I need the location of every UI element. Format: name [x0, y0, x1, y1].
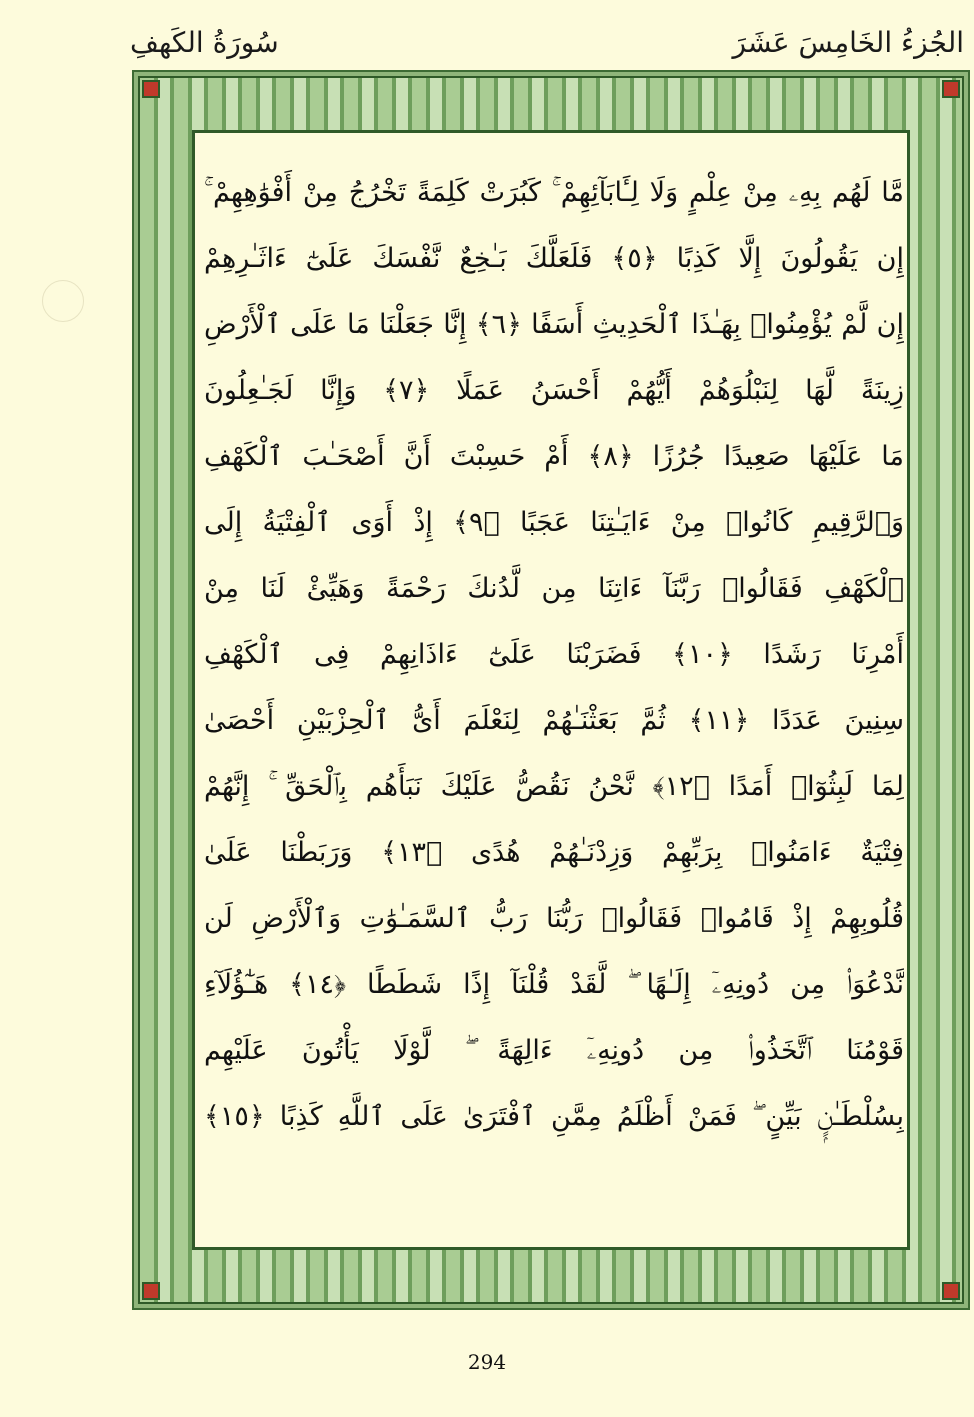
verse-line: مَّا لَهُم بِهِۦ مِنْ عِلْمٍ وَلَا لِـَٔابَآئِهِمْ ۚ كَبُرَتْ كَلِمَةً تَخْرُجُ مِنْ أَفْوَٰهِهِمْ ۚ [204, 177, 904, 208]
frame-corner-top-right [942, 80, 960, 98]
verse-line: زِينَةً لَّهَا لِنَبْلُوَهُمْ أَيُّهُمْ أَحْسَنُ عَمَلًا ﴿٧﴾ وَإِنَّا لَجَـٰعِلُونَ [204, 375, 904, 406]
juz-name: الجُزءُ الخَامِسَ عَشَرَ [732, 26, 964, 59]
surah-name: سُورَةُ الكَهفِ [130, 26, 279, 59]
frame-corner-bottom-left [142, 1282, 160, 1300]
frame-corner-bottom-right [942, 1282, 960, 1300]
verse-line: قُلُوبِهِمْ إِذْ قَامُوا۟ فَقَالُوا۟ رَبُّنَا رَبُّ ٱلسَّمَـٰوَٰتِ وَٱلْأَرْضِ لَن [204, 903, 904, 934]
ornamental-frame [132, 70, 970, 1310]
verse-line: سِنِينَ عَدَدًا ﴿١١﴾ ثُمَّ بَعَثْنَـٰهُمْ لِنَعْلَمَ أَىُّ ٱلْحِزْبَيْنِ أَحْصَىٰ [204, 705, 904, 736]
verse-line: بِسُلْطَـٰنٍۭ بَيِّنٍ ۖ فَمَنْ أَظْلَمُ مِمَّنِ ٱفْتَرَىٰ عَلَى ٱللَّهِ كَذِبًا ﴿١٥﴾ [204, 1101, 904, 1132]
verse-line: مَا عَلَيْهَا صَعِيدًا جُرُزًا ﴿٨﴾ أَمْ حَسِبْتَ أَنَّ أَصْحَـٰبَ ٱلْكَهْفِ [204, 441, 904, 472]
verse-line: لِمَا لَبِثُوٓا۟ أَمَدًا ﴿١٢﴾ نَّحْنُ نَقُصُّ عَلَيْكَ نَبَأَهُم بِٱلْحَقِّ ۚ إِنَّهُمْ [204, 771, 904, 802]
frame-corner-top-left [142, 80, 160, 98]
verse-line: نَّدْعُوَا۟ مِن دُونِهِۦٓ إِلَـٰهًا ۖ لَّقَدْ قُلْنَآ إِذًا شَطَطًا ﴿١٤﴾ هَـٰٓؤُلَآءِ [204, 969, 904, 1000]
verse-text [204, 160, 904, 1150]
page-header [0, 18, 974, 68]
verse-line: فِتْيَةٌ ءَامَنُوا۟ بِرَبِّهِمْ وَزِدْنَـٰهُمْ هُدًى ﴿١٣﴾ وَرَبَطْنَا عَلَىٰ [204, 837, 904, 868]
verse-line: أَمْرِنَا رَشَدًا ﴿١٠﴾ فَضَرَبْنَا عَلَىٰٓ ءَاذَانِهِمْ فِى ٱلْكَهْفِ [204, 639, 904, 670]
verse-line: ٱلْكَهْفِ فَقَالُوا۟ رَبَّنَآ ءَاتِنَا مِن لَّدُنكَ رَحْمَةً وَهَيِّئْ لَنَا مِنْ [204, 573, 904, 604]
verse-line: إِن يَقُولُونَ إِلَّا كَذِبًا ﴿٥﴾ فَلَعَلَّكَ بَـٰخِعٌ نَّفْسَكَ عَلَىٰٓ ءَاثَـٰرِهِمْ [204, 243, 904, 274]
verse-line: وَٱلرَّقِيمِ كَانُوا۟ مِنْ ءَايَـٰتِنَا عَجَبًا ﴿٩﴾ إِذْ أَوَى ٱلْفِتْيَةُ إِلَى [204, 507, 904, 538]
verse-line: قَوْمُنَا ٱتَّخَذُوا۟ مِن دُونِهِۦٓ ءَالِهَةً ۖ لَّوْلَا يَأْتُونَ عَلَيْهِم [204, 1035, 904, 1066]
margin-ornament [42, 280, 84, 322]
page-number: 294 [467, 1350, 507, 1374]
verse-line: إِن لَّمْ يُؤْمِنُوا۟ بِهَـٰذَا ٱلْحَدِيثِ أَسَفًا ﴿٦﴾ إِنَّا جَعَلْنَا مَا عَلَى ٱلْأَرْضِ [204, 309, 904, 340]
